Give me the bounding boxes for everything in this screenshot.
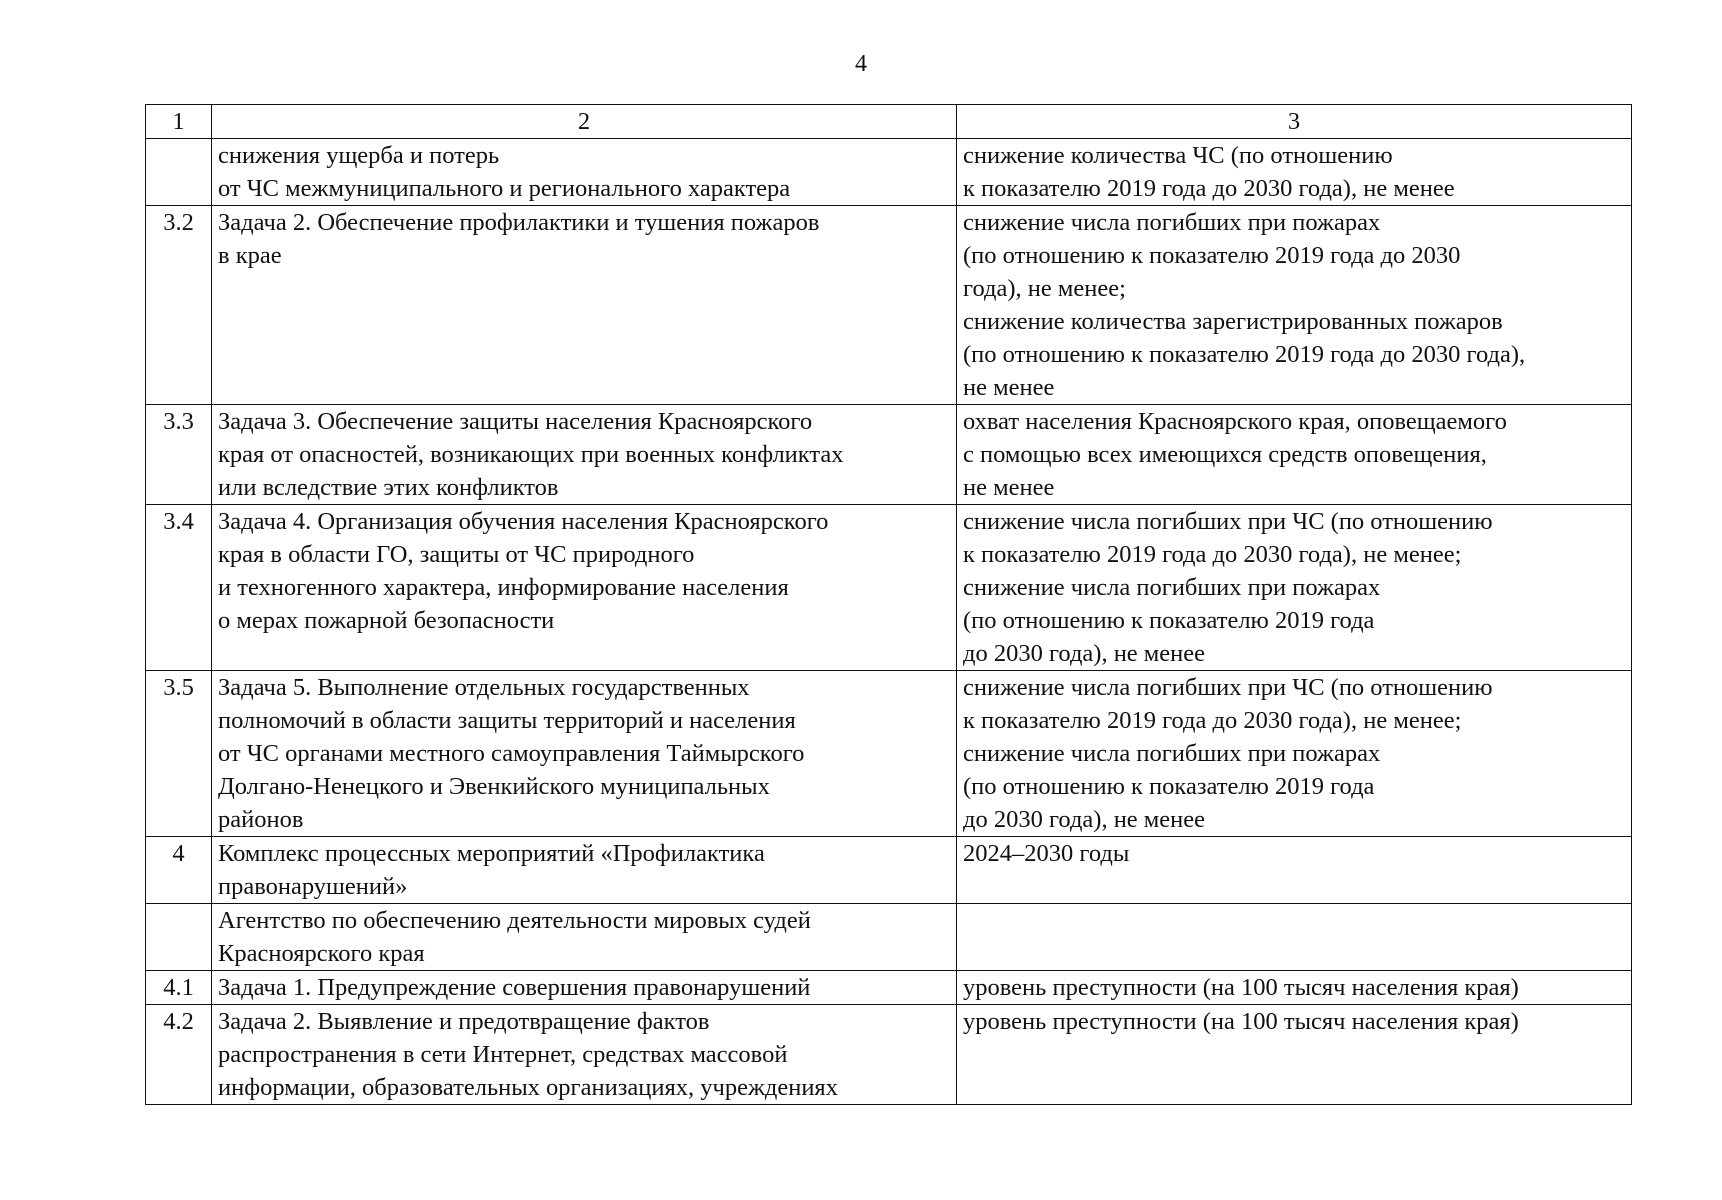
task-cell: Комплекс процессных мероприятий «Профилактика правонарушений» (212, 837, 957, 904)
indicator-cell: 2024–2030 годы (957, 837, 1632, 904)
table-header-row (146, 105, 1632, 139)
row-number: 4.1 (146, 971, 212, 1005)
task-cell: Задача 2. Обеспечение профилактики и тушения пожаров в крае (212, 206, 957, 405)
row-number: 3.5 (146, 671, 212, 837)
page-number: 4 (855, 51, 867, 77)
task-cell: Задача 5. Выполнение отдельных государственных полномочий в области защиты территорий и населения от ЧС органами местного самоуправления Таймырского Долгано-Ненецкого и Эвенкийского муниципальных районов (212, 671, 957, 837)
table-row (146, 505, 1632, 671)
table-row (146, 139, 1632, 206)
task-cell: Задача 3. Обеспечение защиты населения Красноярского края от опасностей, возникающих при военных конфликтах или вследствие этих конфликтов (212, 405, 957, 505)
indicator-cell: уровень преступности (на 100 тысяч населения края) (957, 971, 1632, 1005)
table-row (146, 405, 1632, 505)
row-number: 3.4 (146, 505, 212, 671)
column-header-3: 3 (957, 105, 1632, 139)
row-number: 3.2 (146, 206, 212, 405)
row-number: 4.2 (146, 1005, 212, 1105)
column-header-1: 1 (146, 105, 212, 139)
indicator-cell: уровень преступности (на 100 тысяч населения края) (957, 1005, 1632, 1105)
task-cell: Задача 2. Выявление и предотвращение фактов распространения в сети Интернет, средствах массовой информации, образовательных организациях, учреждениях (212, 1005, 957, 1105)
indicator-cell (957, 904, 1632, 971)
indicator-cell: снижение числа погибших при ЧС (по отношению к показателю 2019 года до 2030 года), не менее; снижение числа погибших при пожарах (по отношению к показателю 2019 года до 2030 года), не менее (957, 505, 1632, 671)
table-row (146, 837, 1632, 904)
indicator-cell: охват населения Красноярского края, оповещаемого с помощью всех имеющихся средств оповещения, не менее (957, 405, 1632, 505)
row-number (146, 904, 212, 971)
column-header-2: 2 (212, 105, 957, 139)
indicator-cell: снижение количества ЧС (по отношению к показателю 2019 года до 2030 года), не менее (957, 139, 1632, 206)
task-cell: Задача 1. Предупреждение совершения правонарушений (212, 971, 957, 1005)
table-row (146, 904, 1632, 971)
task-cell: снижения ущерба и потерь от ЧС межмуниципального и регионального характера (212, 139, 957, 206)
table-row (146, 671, 1632, 837)
indicator-cell: снижение числа погибших при ЧС (по отношению к показателю 2019 года до 2030 года), не менее; снижение числа погибших при пожарах (по отношению к показателю 2019 года до 2030 года), не менее (957, 671, 1632, 837)
row-number: 3.3 (146, 405, 212, 505)
task-cell: Агентство по обеспечению деятельности мировых судей Красноярского края (212, 904, 957, 971)
row-number: 4 (146, 837, 212, 904)
row-number (146, 139, 212, 206)
table-row (146, 1005, 1632, 1105)
table-row (146, 206, 1632, 405)
indicator-cell: снижение числа погибших при пожарах (по отношению к показателю 2019 года до 2030 года), не менее; снижение количества зарегистрированных пожаров (по отношению к показателю 2019 года до 2030 года), не менее (957, 206, 1632, 405)
task-cell: Задача 4. Организация обучения населения Красноярского края в области ГО, защиты от ЧС природного и техногенного характера, информирование населения о мерах пожарной безопасности (212, 505, 957, 671)
program-tasks-table (145, 104, 1632, 1105)
table-row (146, 971, 1632, 1005)
